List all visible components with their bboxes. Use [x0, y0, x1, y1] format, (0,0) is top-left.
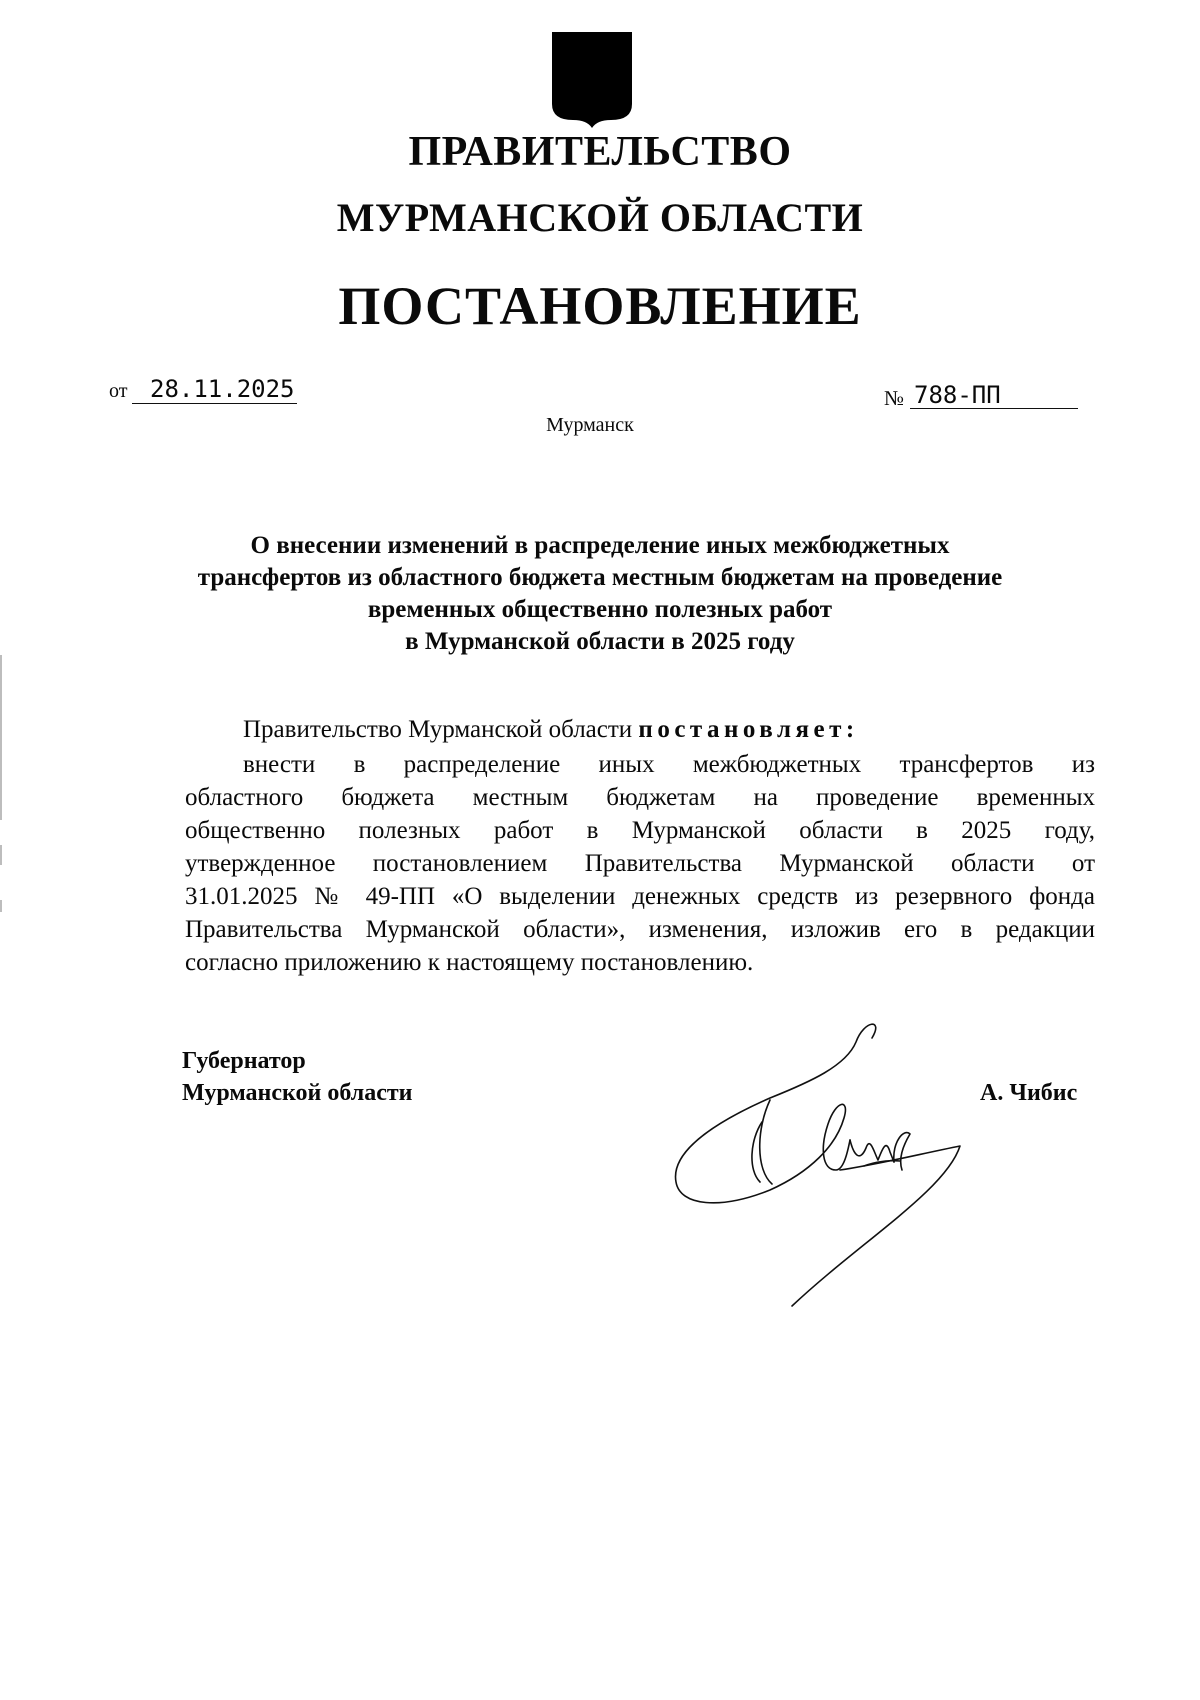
scan-edge-mark	[0, 900, 2, 912]
issue-city: Мурманск	[546, 414, 634, 436]
signatory-position-line2: Мурманской области	[182, 1080, 413, 1106]
title-line: в Мурманской области в 2025 году	[405, 628, 795, 655]
paragraph-line: Правительства Мурманской области», изменения, изложив его в редакции	[185, 916, 1095, 943]
signatory-position-line1: Губернатор	[182, 1048, 306, 1074]
paragraph-line: областного бюджета местным бюджетам на проведение временных	[185, 784, 1095, 811]
signatory-name: А. Чибис	[980, 1080, 1078, 1106]
government-name-line2: МУРМАНСКОЙ ОБЛАСТИ	[336, 195, 864, 240]
document-title	[160, 530, 1040, 658]
scan-edge-mark	[0, 845, 2, 865]
preamble	[243, 716, 859, 744]
paragraph-line: согласно приложению к настоящему постановлению.	[185, 949, 754, 976]
signatory-position	[182, 1045, 412, 1109]
title-line: О внесении изменений в распределение иных межбюджетных	[250, 532, 950, 559]
document-date: 28.11.2025	[150, 375, 295, 403]
preamble-action: постановляет:	[638, 716, 859, 743]
preamble-lead: Правительство Мурманской области	[243, 716, 633, 743]
date-prefix: от	[109, 380, 128, 402]
document-type-heading: ПОСТАНОВЛЕНИЕ	[338, 276, 862, 336]
paragraph-line: внести в распределение иных межбюджетных трансфертов из	[243, 751, 1095, 778]
document-number: 788-ПП	[914, 381, 1001, 409]
government-name-line1: ПРАВИТЕЛЬСТВО	[408, 129, 792, 175]
paragraph-line: общественно полезных работ в Мурманской области в 2025 году,	[185, 817, 1095, 844]
coat-of-arms-emblem	[551, 32, 633, 128]
paragraph-line: утвержденное постановлением Правительства Мурманской области от	[185, 850, 1095, 877]
title-line: трансфертов из областного бюджета местным бюджетам на проведение	[197, 564, 1003, 591]
handwritten-signature	[660, 1020, 980, 1310]
scan-edge-mark	[0, 655, 2, 820]
date-underline	[132, 403, 297, 404]
number-prefix: №	[884, 386, 905, 410]
paragraph-line: 31.01.2025 № 49-ПП «О выделении денежных средств из резервного фонда	[185, 883, 1095, 910]
title-line: временных общественно полезных работ	[367, 596, 833, 623]
